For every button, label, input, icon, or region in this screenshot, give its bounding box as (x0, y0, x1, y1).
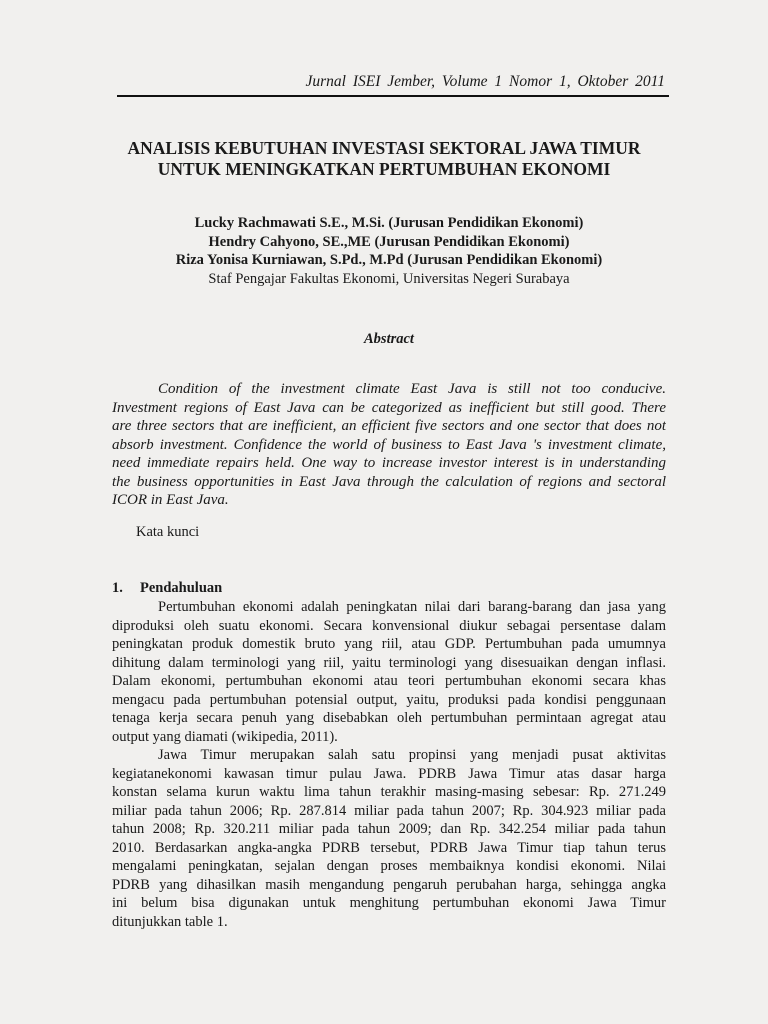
author-3: Riza Yonisa Kurniawan, S.Pd., M.Pd (Jurusan Pendidikan Ekonomi) (175, 252, 603, 268)
body-line: PDRB yang dihasilkan masih mengandung pengaruh perubahan harga, sehingga angka (112, 876, 666, 893)
abstract-line: need immediate repairs held. One way to increase investor interest is in understanding (112, 455, 666, 471)
body-line: kegiatanekonomi kawasan timur pulau Jawa. PDRB Jawa Timur atas dasar harga (112, 765, 666, 782)
section-body (112, 598, 666, 931)
body-line: tenaga kerja secara penuh yang disebabkan oleh pertumbuhan permintaan agregat atau (112, 710, 666, 726)
affiliation: Staf Pengajar Fakultas Ekonomi, Universitas Negeri Surabaya (208, 270, 570, 287)
body-line: dihitung dalam terminologi yang riil, yaitu terminologi yang disesuaikan dengan inflasi. (112, 654, 666, 671)
body-line: Pertumbuhan ekonomi adalah peningkatan nilai dari barang-barang dan jasa yang (158, 599, 666, 615)
body-line: tahun 2008; Rp. 320.211 miliar pada tahun 2009; dan Rp. 342.254 miliar pada tahun (112, 821, 666, 837)
body-line: mengacu pada pertumbuhan potensial output, yaitu, produksi pada kondisi penggunaan (112, 691, 666, 708)
body-line: miliar pada tahun 2006; Rp. 287.814 miliar pada tahun 2007; Rp. 304.923 miliar pada (112, 802, 666, 819)
section-heading (112, 580, 222, 597)
abstract-line: Condition of the investment climate East Java is still not too conducive. (158, 381, 666, 397)
body-line: 2010. Berdasarkan angka-angka PDRB tersebut, PDRB Jawa Timur tiap tahun terus (112, 839, 666, 856)
abstract-line: absorb investment. Confidence the world of business to East Java 's investment climate, (112, 436, 666, 453)
author-2: Hendry Cahyono, SE.,ME (Jurusan Pendidikan Ekonomi) (208, 233, 570, 250)
author-block (96, 214, 682, 288)
keywords-label: Kata kunci (136, 524, 200, 540)
section-number: 1. (112, 580, 123, 596)
abstract-line: the business opportunities in East Java through the calculation of regions and sectoral (112, 473, 666, 490)
body-line: diproduksi oleh suatu ekonomi. Secara konvensional diukur sebagai persentase dalam (112, 617, 666, 634)
header-rule (117, 95, 669, 97)
body-line: ini belum bisa digunakan untuk menghitung pertumbuhan ekonomi Jawa Timur (112, 895, 666, 911)
body-line: Dalam ekonomi, pertumbuhan ekonomi atau teori pertumbuhan ekonomi secara khas (112, 673, 666, 689)
abstract-line: are three sectors that are inefficient, an efficient five sectors and one sector that does not (112, 418, 666, 434)
abstract-body (112, 380, 666, 510)
body-line: mengalami peningkatan, sejalan dengan proses membaiknya kondisi ekonomi. Nilai (112, 858, 666, 874)
abstract-line: Investment regions of East Java can be categorized as inefficient but still good. There (112, 399, 666, 416)
abstract-heading: Abstract (364, 331, 414, 347)
title-line-1: ANALISIS KEBUTUHAN INVESTASI SEKTORAL JAWA TIMUR (127, 138, 641, 158)
body-line: ditunjukkan table 1. (112, 913, 228, 930)
journal-header: Jurnal ISEI Jember, Volume 1 Nomor 1, Oktober 2011 (305, 73, 665, 90)
title-line-2: UNTUK MENINGKATKAN PERTUMBUHAN EKONOMI (157, 159, 611, 179)
body-line: konstan selama kurun waktu lima tahun terakhir masing-masing sebesar: Rp. 271.249 (112, 784, 666, 800)
body-line: peningkatan produk domestik bruto yang riil, atau GDP. Pertumbuhan pada umumnya (112, 636, 666, 652)
paper-title (96, 138, 672, 180)
abstract-line: ICOR in East Java. (112, 492, 229, 508)
body-line: Jawa Timur merupakan salah satu propinsi yang menjadi pusat aktivitas (158, 747, 666, 763)
body-line: output yang diamati (wikipedia, 2011). (112, 728, 338, 745)
section-title: Pendahuluan (140, 580, 223, 596)
author-1: Lucky Rachmawati S.E., M.Si. (Jurusan Pendidikan Ekonomi) (194, 215, 584, 231)
